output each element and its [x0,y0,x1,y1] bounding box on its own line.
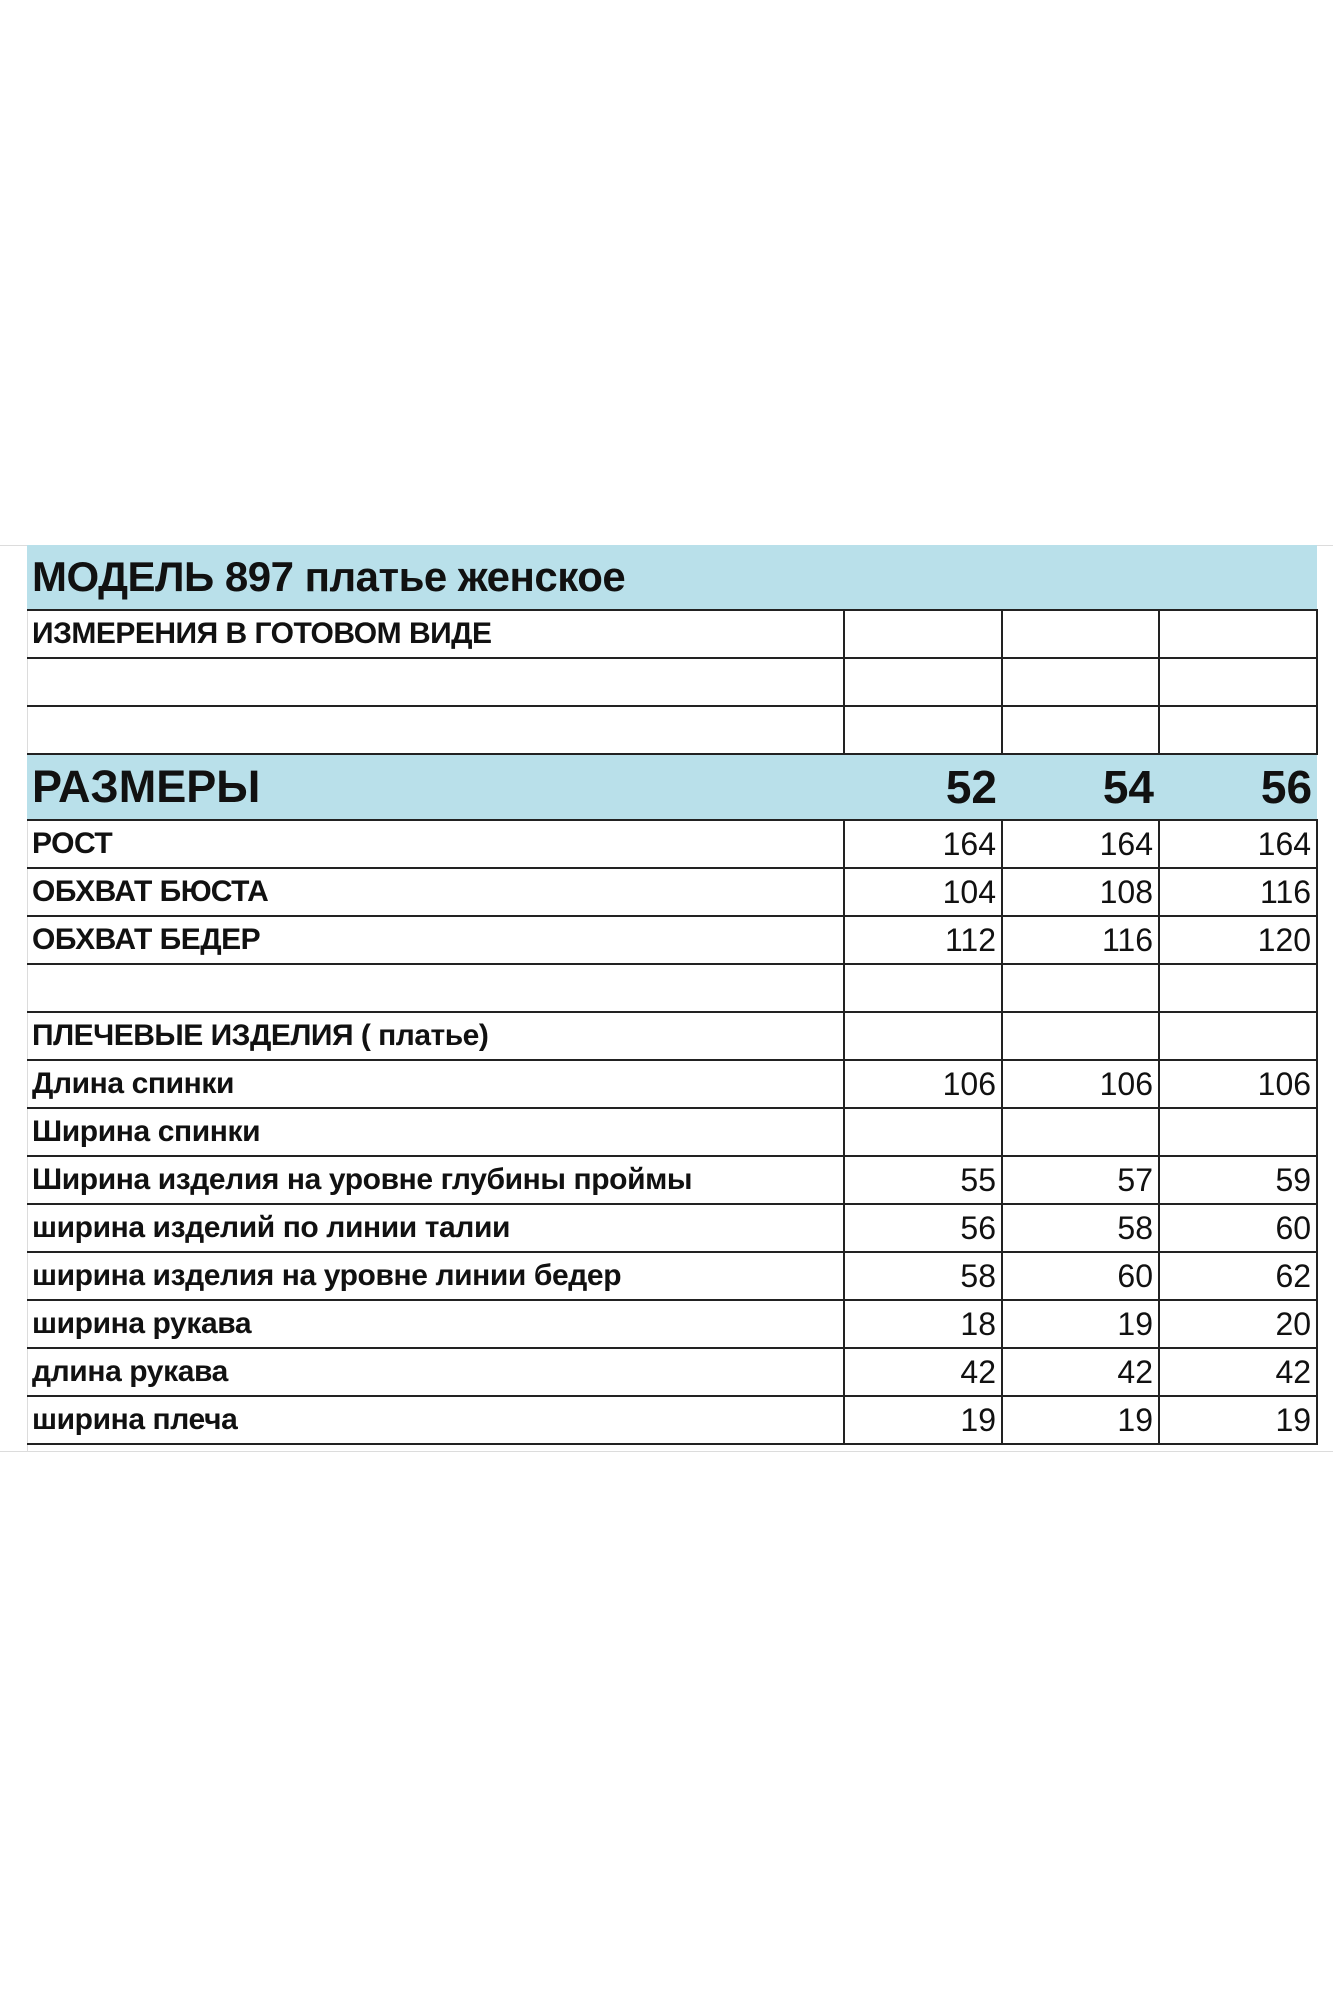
cell-value [844,1108,1002,1156]
row-label: ширина изделия на уровне линии бедер [27,1252,844,1300]
cell-value: 58 [1002,1204,1159,1252]
row-label: ширина изделий по линии талии [27,1204,844,1252]
cell-value: 18 [844,1300,1002,1348]
table-row [27,916,1317,964]
size-56: 56 [1159,754,1317,820]
table-row [27,1108,1317,1156]
cell-value [1159,1108,1317,1156]
title-row [27,545,1317,610]
model-title: МОДЕЛЬ 897 платье женское [27,545,1317,610]
table-row [27,820,1317,868]
cell-value: 57 [1002,1156,1159,1204]
cell-value: 19 [1002,1300,1159,1348]
cell-value: 112 [844,916,1002,964]
cell-value: 55 [844,1156,1002,1204]
cell-value: 164 [1159,820,1317,868]
cell-value: 19 [844,1396,1002,1444]
row-label: длина рукава [27,1348,844,1396]
cell-value: 164 [1002,820,1159,868]
table-row [27,1204,1317,1252]
cell-value: 116 [1159,868,1317,916]
table-row [27,1300,1317,1348]
size-54: 54 [1002,754,1159,820]
cell-value [1002,1108,1159,1156]
cell-value: 62 [1159,1252,1317,1300]
cell-value: 106 [844,1060,1002,1108]
cell-value: 104 [844,868,1002,916]
row-label: Ширина изделия на уровне глубины проймы [27,1156,844,1204]
cell-value: 19 [1159,1396,1317,1444]
cell-value: 42 [1002,1348,1159,1396]
cell-value: 120 [1159,916,1317,964]
row-label: Ширина спинки [27,1108,844,1156]
table-row [27,1060,1317,1108]
size-52: 52 [844,754,1002,820]
row-label: ширина плеча [27,1396,844,1444]
cell-value: 60 [1002,1252,1159,1300]
subtitle-row [27,610,1317,658]
section-label: ПЛЕЧЕВЫЕ ИЗДЕЛИЯ ( платье) [27,1012,844,1060]
table-row [27,1252,1317,1300]
size-chart-table [27,545,1318,1445]
row-label: ОБХВАТ БЕДЕР [27,916,844,964]
row-label: Длина спинки [27,1060,844,1108]
empty-row [27,706,1317,754]
cell-value: 20 [1159,1300,1317,1348]
row-label: ширина рукава [27,1300,844,1348]
empty-row [27,658,1317,706]
cell-value: 116 [1002,916,1159,964]
cell-value: 108 [1002,868,1159,916]
cell-value: 58 [844,1252,1002,1300]
table-row [27,1396,1317,1444]
section-row [27,1012,1317,1060]
cell-value: 19 [1002,1396,1159,1444]
cell-value: 106 [1159,1060,1317,1108]
cell-value: 56 [844,1204,1002,1252]
row-label: РОСТ [27,820,844,868]
cell-value: 60 [1159,1204,1317,1252]
cell-value: 42 [1159,1348,1317,1396]
cell-value: 59 [1159,1156,1317,1204]
empty-row [27,964,1317,1012]
cell-value: 164 [844,820,1002,868]
sizes-row [27,754,1317,820]
measurements-subtitle: ИЗМЕРЕНИЯ В ГОТОВОМ ВИДЕ [27,610,844,658]
sizes-label: РАЗМЕРЫ [27,754,844,820]
size-chart-sheet [27,545,1317,1445]
row-label: ОБХВАТ БЮСТА [27,868,844,916]
cell-value: 106 [1002,1060,1159,1108]
cell-value: 42 [844,1348,1002,1396]
table-row [27,1156,1317,1204]
table-row [27,1348,1317,1396]
table-row [27,868,1317,916]
